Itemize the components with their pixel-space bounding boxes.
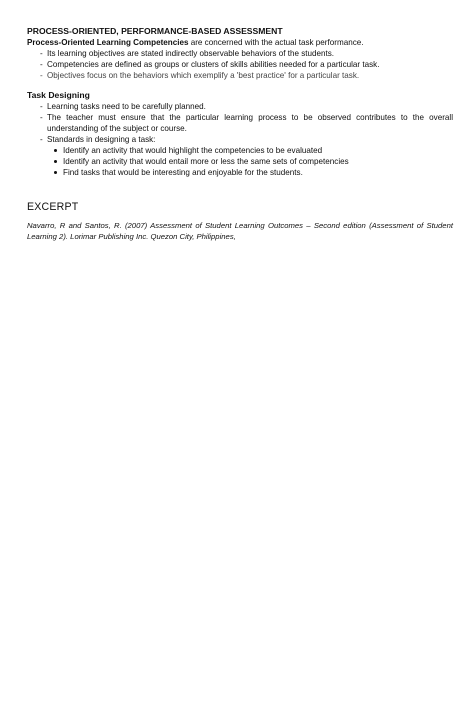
intro-paragraph: [27, 37, 453, 48]
section-heading-process-oriented: PROCESS-ORIENTED, PERFORMANCE-BASED ASSESSMENT: [27, 26, 283, 36]
objectives-list: [27, 48, 453, 81]
list-item: - Its learning objectives are stated indirectly observable behaviors of the students.: [27, 48, 453, 59]
citation: Navarro, R and Santos, R. (2007) Assessment of Student Learning Outcomes – Second edition (Assessment of Student Learning 2). Lorimar Publishing Inc. Quezon City, Philippines,: [27, 221, 453, 241]
list-item: - Learning tasks need to be carefully planned.: [27, 101, 453, 112]
section-heading-task-designing: Task Designing: [27, 90, 90, 100]
list-item: - Objectives focus on the behaviors which exemplify a 'best practice' for a particular task.: [27, 70, 453, 81]
list-item: - Standards in designing a task:: [27, 134, 453, 145]
list-item: Identify an activity that would highlight the competencies to be evaluated: [27, 145, 453, 156]
intro-term: Process-Oriented Learning Competencies: [27, 38, 189, 47]
standards-list: [27, 145, 453, 178]
list-item: - Competencies are defined as groups or clusters of skills abilities needed for a particular task.: [27, 59, 453, 70]
document-page: [27, 25, 453, 242]
excerpt-title: EXCERPT: [27, 201, 79, 213]
list-item: - The teacher must ensure that the particular learning process to be observed contributes to the overall understanding of the subject or course.: [27, 112, 453, 134]
list-item: Identify an activity that would entail more or less the same sets of competencies: [27, 156, 453, 167]
task-designing-list: [27, 101, 453, 145]
list-item: Find tasks that would be interesting and enjoyable for the students.: [27, 167, 453, 178]
intro-text: are concerned with the actual task performance.: [188, 38, 364, 47]
